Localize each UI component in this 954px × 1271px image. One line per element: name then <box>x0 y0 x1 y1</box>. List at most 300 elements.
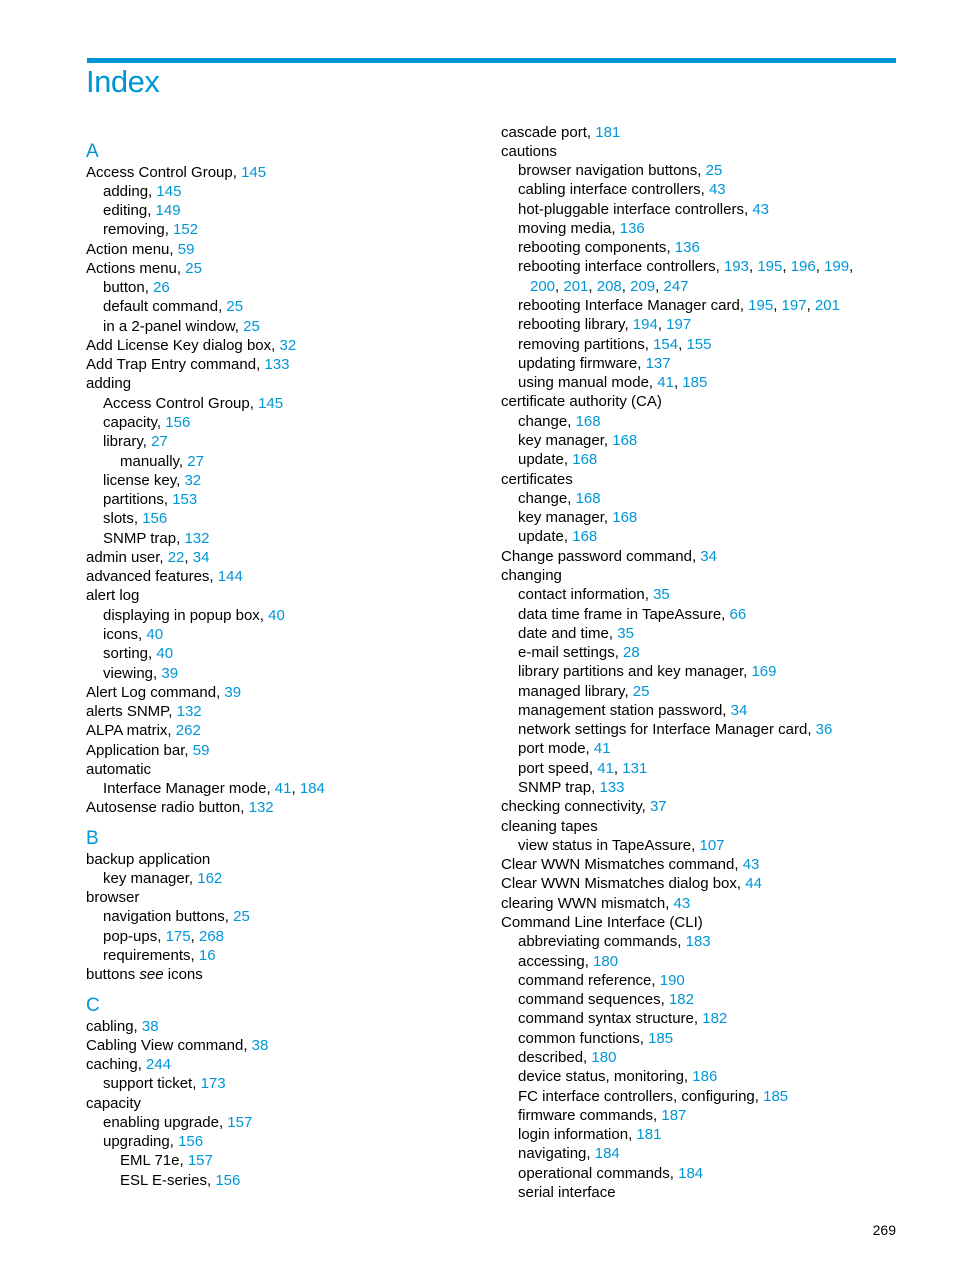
index-entry: Access Control Group, 145 <box>86 163 267 181</box>
entry-term: slots <box>103 510 134 528</box>
entry-term: license key <box>103 471 177 489</box>
page-reference-link[interactable]: 22 <box>167 548 185 566</box>
entry-term: Autosense radio button <box>86 799 241 817</box>
index-entry: Cabling View command, 38 <box>86 1036 269 1054</box>
index-entry: advanced features, 144 <box>86 568 243 586</box>
page-reference-link[interactable]: 40 <box>268 606 285 624</box>
index-subentry: command syntax structure, 182 <box>518 1010 728 1028</box>
entry-term: Add License Key dialog box <box>86 336 272 354</box>
entry-term: Application bar <box>86 741 185 759</box>
entry-term: certificates <box>501 470 573 488</box>
entry-term: accessing <box>518 952 585 970</box>
page-reference-link[interactable]: 43 <box>752 200 769 218</box>
index-subentry: in a 2-panel window, 25 <box>103 317 260 335</box>
index-subentry <box>501 1183 616 1202</box>
page-reference-link[interactable]: 184 <box>594 1145 620 1163</box>
page-reference-link[interactable]: 25 <box>226 298 244 316</box>
index-subentry: using manual mode, 41, 185 <box>518 374 708 392</box>
page-reference-link[interactable]: 41 <box>597 759 614 777</box>
page-reference-link[interactable]: 133 <box>264 356 290 374</box>
index-subentry: adding, 145 <box>103 182 182 200</box>
entry-term: Cabling View command <box>86 1036 244 1054</box>
index-subentry: port speed, 41, 131 <box>518 759 648 777</box>
page-reference-link[interactable]: 197 <box>666 316 692 334</box>
page-reference-link[interactable]: 155 <box>686 335 712 353</box>
index-subentry: navigation buttons, 25 <box>103 908 250 926</box>
index-subentry: default command, 25 <box>103 298 244 316</box>
page-reference-link[interactable]: 25 <box>243 317 260 335</box>
entry-term: alerts SNMP <box>86 703 169 721</box>
index-entry <box>501 817 598 836</box>
entry-term: default command <box>103 298 219 316</box>
index-subentry: login information, 181 <box>518 1126 662 1144</box>
page-reference-link[interactable]: 132 <box>184 529 210 547</box>
index-subentry: change, 168 <box>518 412 601 430</box>
entry-term: change <box>518 412 568 430</box>
page-reference-link[interactable]: 169 <box>751 663 777 681</box>
entry-term: backup application <box>86 850 211 868</box>
entry-term: SNMP trap <box>518 779 592 797</box>
index-subentry: displaying in popup box, 40 <box>103 606 285 624</box>
page-reference-link[interactable]: 37 <box>649 798 667 816</box>
page-reference-link[interactable]: 162 <box>197 869 223 887</box>
page-reference-link[interactable]: 156 <box>215 1171 241 1189</box>
entry-term: navigation buttons <box>103 908 225 926</box>
index-subentry: capacity, 156 <box>103 414 191 431</box>
index-subentry: rebooting library, 194, 197 <box>518 316 692 334</box>
index-entry: Alert Log command, 39 <box>86 683 242 701</box>
page-reference-link[interactable]: 168 <box>572 451 598 469</box>
index-entry: cabling, 38 <box>86 1017 159 1035</box>
entry-term: capacity <box>86 1094 142 1112</box>
index-entry: checking connectivity, 37 <box>501 798 667 816</box>
page-reference-link[interactable]: 66 <box>729 605 747 623</box>
index-subentry: SNMP trap, 132 <box>103 529 210 547</box>
index-subentry: managed library, 25 <box>518 682 650 700</box>
entry-term: Interface Manager mode <box>103 780 267 798</box>
page-reference-link[interactable]: 145 <box>241 163 267 181</box>
entry-term: command syntax structure <box>518 1010 694 1028</box>
index-subentry: SNMP trap, 133 <box>518 779 625 797</box>
entry-term: hot-pluggable interface controllers <box>518 200 744 218</box>
entry-term: Access Control Group <box>103 394 250 412</box>
page-reference-link[interactable]: 41 <box>657 374 674 392</box>
index-subentry: editing, 149 <box>103 202 181 220</box>
page-reference-link[interactable]: 38 <box>141 1017 159 1035</box>
page-reference-link[interactable]: 27 <box>187 452 204 470</box>
index-subentry: data time frame in TapeAssure, 66 <box>518 605 747 623</box>
entry-term: upgrading <box>103 1133 170 1151</box>
page-reference-link[interactable]: 107 <box>699 836 725 854</box>
page-reference-link[interactable]: 182 <box>668 991 694 1009</box>
index-entry <box>501 392 662 411</box>
index-subentry: accessing, 180 <box>518 952 619 970</box>
entry-term: support ticket <box>103 1075 193 1093</box>
index-subentry: command reference, 190 <box>518 971 685 989</box>
page-reference-link[interactable]: 194 <box>632 316 658 334</box>
index-entry: admin user, 22, 34 <box>86 548 210 566</box>
entry-term: manually <box>120 452 179 470</box>
page-reference-link[interactable]: 43 <box>708 181 726 199</box>
page-reference-link[interactable]: 133 <box>599 779 625 797</box>
page-reference-link[interactable]: 184 <box>299 780 325 798</box>
page-reference-link[interactable]: 184 <box>678 1164 704 1182</box>
page-reference-link[interactable]: 182 <box>702 1010 728 1028</box>
index-subentry: manually, 27 <box>120 452 204 470</box>
page-reference-link[interactable]: 59 <box>192 741 210 759</box>
index-subentry: removing, 152 <box>103 221 199 239</box>
page-reference-link[interactable]: 136 <box>674 239 700 257</box>
entry-term: moving media <box>518 219 612 237</box>
index-entry <box>501 142 557 161</box>
index-subentry: enabling upgrade, 157 <box>103 1113 253 1131</box>
page-reference-link[interactable]: 32 <box>184 471 202 489</box>
entry-term: EML 71e <box>120 1152 180 1170</box>
page-reference-link[interactable]: 209 <box>630 277 656 295</box>
entry-term: key manager <box>518 509 604 527</box>
index-subentry: port mode, 41 <box>518 740 611 758</box>
page-reference-link[interactable]: 39 <box>224 683 242 701</box>
page-reference-link[interactable]: 181 <box>595 123 621 141</box>
index-subentry: partitions, 153 <box>103 491 198 509</box>
index-entry: clearing WWN mismatch, 43 <box>501 894 691 912</box>
page-reference-link[interactable]: 145 <box>156 182 182 200</box>
index-entry: Application bar, 59 <box>86 741 210 759</box>
entry-term: using manual mode <box>518 374 649 392</box>
entry-term: command sequences <box>518 991 661 1009</box>
page-reference-link[interactable]: 32 <box>279 336 297 354</box>
page-reference-link[interactable]: 27 <box>151 433 168 451</box>
page-reference-link[interactable]: 131 <box>622 759 648 777</box>
page-reference-link[interactable]: 34 <box>730 701 748 719</box>
index-subentry: key manager, 168 <box>518 431 638 449</box>
index-entry <box>86 888 139 907</box>
page-reference-link[interactable]: 16 <box>198 947 216 965</box>
page-reference-link[interactable]: 43 <box>673 894 691 912</box>
page-reference-link[interactable]: 25 <box>185 259 202 277</box>
entry-term: e-mail settings <box>518 644 615 662</box>
entry-term: command reference <box>518 971 652 989</box>
index-subentry: button, 26 <box>103 279 170 297</box>
index-subentry: updating firmware, 137 <box>518 354 671 372</box>
entry-term: library <box>103 433 143 451</box>
index-subentry: change, 168 <box>518 489 601 507</box>
entry-term: clearing WWN mismatch <box>501 894 666 912</box>
entry-term: common functions <box>518 1029 640 1047</box>
page-reference-link[interactable]: 190 <box>659 971 685 989</box>
index-entry <box>501 470 573 489</box>
entry-term: alert log <box>86 587 140 605</box>
entry-term: firmware commands <box>518 1106 654 1124</box>
page-reference-link[interactable]: 187 <box>661 1106 687 1124</box>
entry-term: key manager <box>518 431 604 449</box>
entry-term: change <box>518 489 568 507</box>
page-reference-link[interactable]: 35 <box>653 586 670 604</box>
index-entry: Add Trap Entry command, 133 <box>86 356 290 374</box>
page-reference-link[interactable]: 156 <box>142 510 168 528</box>
index-subentry: operational commands, 184 <box>518 1164 704 1182</box>
entry-term: rebooting interface controllers <box>518 258 716 276</box>
index-subentry: removing partitions, 154, 155 <box>518 335 712 353</box>
entry-term: cabling <box>86 1017 134 1035</box>
index-subentry: ESL E-series, 156 <box>120 1171 241 1189</box>
page-reference-link[interactable]: 34 <box>192 548 210 566</box>
index-subentry: requirements, 16 <box>103 947 216 965</box>
entry-term: serial interface <box>518 1183 616 1201</box>
page-reference-link[interactable]: 149 <box>155 202 181 220</box>
index-subentry: described, 180 <box>518 1048 617 1066</box>
see-target: icons <box>167 966 203 984</box>
page-reference-link[interactable]: 168 <box>612 509 638 527</box>
entry-term: cleaning tapes <box>501 817 598 835</box>
page-reference-link[interactable]: 195 <box>757 258 783 276</box>
page-reference-link[interactable]: 168 <box>612 431 638 449</box>
index-subentry: library partitions and key manager, 169 <box>518 663 777 681</box>
page-reference-link[interactable]: 262 <box>175 722 201 740</box>
index-subentry: update, 168 <box>518 451 598 469</box>
index-entry: cascade port, 181 <box>501 123 621 141</box>
entry-term: date and time <box>518 624 609 642</box>
entry-term: changing <box>501 566 562 584</box>
index-letter-heading: B <box>86 827 99 849</box>
index-subentry: sorting, 40 <box>103 645 174 663</box>
index-subentry: date and time, 35 <box>518 624 634 642</box>
index-subentry: hot-pluggable interface controllers, 43 <box>518 200 769 218</box>
entry-term: cautions <box>501 142 557 160</box>
page-reference-link[interactable]: 185 <box>763 1087 789 1105</box>
entry-term: editing <box>103 202 148 220</box>
entry-term: data time frame in TapeAssure <box>518 605 722 623</box>
page-reference-link[interactable]: 34 <box>700 547 717 565</box>
index-subentry: device status, monitoring, 186 <box>518 1068 718 1086</box>
page-reference-link[interactable]: 132 <box>248 799 274 817</box>
page-reference-link[interactable]: 185 <box>648 1029 674 1047</box>
entry-term: Alert Log command <box>86 683 217 701</box>
entry-term: buttons <box>86 966 136 984</box>
page-reference-link[interactable]: 196 <box>790 258 816 276</box>
entry-term: ESL E-series <box>120 1171 207 1189</box>
entry-term: library partitions and key manager <box>518 663 744 681</box>
index-subentry: view status in TapeAssure, 107 <box>518 836 725 854</box>
index-subentry: cabling interface controllers, 43 <box>518 181 726 199</box>
page-reference-link[interactable]: 195 <box>748 297 774 315</box>
entry-term: Add Trap Entry command <box>86 356 257 374</box>
entry-term: in a 2-panel window <box>103 317 235 335</box>
entry-term: rebooting components <box>518 239 667 257</box>
entry-term: automatic <box>86 760 152 778</box>
entry-term: Clear WWN Mismatches command <box>501 856 735 874</box>
page-reference-link[interactable]: 153 <box>172 491 198 509</box>
index-subentry: rebooting Interface Manager card, 195, 197, 201 <box>518 297 840 315</box>
index-entry: Clear WWN Mismatches command, 43 <box>501 856 760 874</box>
page-reference-link[interactable]: 25 <box>233 908 250 926</box>
entry-term: enabling upgrade <box>103 1113 219 1131</box>
index-letter-heading: C <box>86 994 100 1016</box>
page-reference-link[interactable]: 59 <box>177 240 195 258</box>
page-reference-link[interactable]: 173 <box>200 1075 226 1093</box>
entry-term: Command Line Interface (CLI) <box>501 913 703 931</box>
index-entry <box>86 965 203 984</box>
page-reference-link[interactable]: 41 <box>593 740 611 758</box>
page-reference-link[interactable]: 132 <box>176 703 202 721</box>
page-reference-link[interactable]: 44 <box>745 875 762 893</box>
page-reference-link[interactable]: 40 <box>156 645 174 663</box>
page-reference-link[interactable]: 156 <box>165 414 191 431</box>
page-reference-link[interactable]: 186 <box>692 1068 718 1086</box>
entry-term: button <box>103 279 145 297</box>
page-reference-link[interactable]: 25 <box>705 162 723 180</box>
entry-term: port mode <box>518 740 586 758</box>
index-entry <box>86 1094 141 1113</box>
index-entry: caching, 244 <box>86 1056 172 1074</box>
page-reference-link[interactable]: 208 <box>596 277 622 295</box>
entry-term: Action menu <box>86 240 170 258</box>
entry-term: managed library <box>518 682 625 700</box>
entry-term: advanced features <box>86 568 210 586</box>
page-reference-link[interactable]: 185 <box>682 374 708 392</box>
entry-term: ALPA matrix <box>86 722 168 740</box>
page-reference-link[interactable]: 168 <box>575 412 601 430</box>
index-subentry: key manager, 168 <box>518 509 638 527</box>
page-reference-link[interactable]: 152 <box>173 221 199 239</box>
entry-term: management station password <box>518 701 723 719</box>
entry-term: rebooting Interface Manager card <box>518 297 740 315</box>
page-reference-link[interactable]: 26 <box>153 279 170 297</box>
page-reference-link[interactable]: 244 <box>146 1056 172 1074</box>
index-subentry: rebooting interface controllers, 193, 195, 196, 199, <box>518 258 854 276</box>
entry-term: described <box>518 1048 584 1066</box>
index-subentry: support ticket, 173 <box>103 1075 226 1093</box>
page-reference-link[interactable]: 38 <box>251 1036 269 1054</box>
index-subentry: pop-ups, 175, 268 <box>103 927 224 945</box>
page-reference-link[interactable]: 35 <box>617 624 634 642</box>
index-entry: alerts SNMP, 132 <box>86 703 202 721</box>
entry-term: viewing <box>103 664 154 682</box>
index-subentry: moving media, 136 <box>518 219 645 237</box>
entry-term: SNMP trap <box>103 529 177 547</box>
index-subentry: firmware commands, 187 <box>518 1106 687 1124</box>
index-entry-continuation: 200, 201, 208, 209, 247 <box>530 277 689 295</box>
page-reference-link[interactable]: 41 <box>274 780 292 798</box>
index-entry <box>86 586 139 605</box>
page-reference-link[interactable]: 268 <box>198 927 224 945</box>
page-reference-link[interactable]: 180 <box>593 952 619 970</box>
index-subentry: slots, 156 <box>103 510 168 528</box>
see-reference: see <box>139 966 164 984</box>
page-reference-link[interactable]: 157 <box>227 1113 253 1131</box>
page-reference-link[interactable]: 183 <box>685 933 711 951</box>
index-entry: Autosense radio button, 132 <box>86 799 274 817</box>
index-entry <box>86 850 210 869</box>
page-reference-link[interactable]: 25 <box>632 682 650 700</box>
page-reference-link[interactable]: 181 <box>636 1126 662 1144</box>
page-reference-link[interactable]: 201 <box>563 277 589 295</box>
page-reference-link[interactable]: 144 <box>217 568 243 586</box>
entry-term: browser <box>86 889 140 907</box>
page-reference-link[interactable]: 145 <box>258 394 284 412</box>
page-reference-link[interactable]: 168 <box>575 489 601 507</box>
index-subentry: library, 27 <box>103 433 168 451</box>
page-reference-link[interactable]: 39 <box>161 664 179 682</box>
page-reference-link[interactable]: 199 <box>824 258 850 276</box>
index-subentry: contact information, 35 <box>518 586 670 604</box>
page-reference-link[interactable]: 201 <box>814 297 840 315</box>
entry-term: adding <box>86 375 132 393</box>
entry-term: contact information <box>518 586 645 604</box>
page-reference-link[interactable]: 180 <box>591 1048 617 1066</box>
index-subentry: update, 168 <box>518 528 598 546</box>
entry-term: operational commands <box>518 1164 670 1182</box>
entry-term: view status in TapeAssure <box>518 836 692 854</box>
entry-term: browser navigation buttons <box>518 162 698 180</box>
entry-term: device status, monitoring <box>518 1068 684 1086</box>
entry-term: abbreviating commands <box>518 933 678 951</box>
page-reference-link[interactable]: 200 <box>530 277 556 295</box>
index-entry: Add License Key dialog box, 32 <box>86 336 297 354</box>
entry-term: key manager <box>103 869 189 887</box>
page-reference-link[interactable]: 157 <box>187 1152 213 1170</box>
entry-term: capacity <box>103 414 157 431</box>
index-subentry: command sequences, 182 <box>518 991 694 1009</box>
entry-term: caching <box>86 1056 138 1074</box>
entry-term: Clear WWN Mismatches dialog box <box>501 875 737 893</box>
entry-term: navigating <box>518 1145 587 1163</box>
page-number: 269 <box>872 1222 896 1238</box>
index-subentry: common functions, 185 <box>518 1029 674 1047</box>
index-subentry: navigating, 184 <box>518 1145 620 1163</box>
page-title: Index <box>86 64 160 99</box>
page-reference-link[interactable]: 137 <box>645 354 671 372</box>
page-reference-link[interactable]: 247 <box>663 277 689 295</box>
page-reference-link[interactable]: 193 <box>723 258 749 276</box>
page-reference-link[interactable]: 168 <box>572 528 598 546</box>
index-letter-heading: A <box>86 140 99 162</box>
page-reference-link[interactable]: 197 <box>781 297 807 315</box>
entry-term: update <box>518 451 564 469</box>
index-subentry: EML 71e, 157 <box>120 1152 213 1170</box>
entry-term: Actions menu <box>86 259 177 277</box>
index-subentry: key manager, 162 <box>103 869 223 887</box>
page-reference-link[interactable]: 136 <box>619 219 645 237</box>
entry-term: Change password command <box>501 547 692 565</box>
page-reference-link[interactable]: 28 <box>623 644 640 662</box>
page-reference-link[interactable]: 175 <box>165 927 191 945</box>
index-entry <box>501 566 562 585</box>
entry-term: port speed <box>518 759 589 777</box>
index-entry: Action menu, 59 <box>86 240 195 258</box>
entry-term: rebooting library <box>518 316 625 334</box>
index-entry <box>86 760 151 779</box>
index-entry: Clear WWN Mismatches dialog box, 44 <box>501 875 762 893</box>
entry-term: icons <box>103 625 139 643</box>
index-subentry: upgrading, 156 <box>103 1133 204 1151</box>
page-reference-link[interactable]: 154 <box>653 335 679 353</box>
index-subentry: viewing, 39 <box>103 664 179 682</box>
page-reference-link[interactable]: 156 <box>178 1133 204 1151</box>
entry-term: updating firmware <box>518 354 638 372</box>
entry-term: sorting <box>103 645 149 663</box>
page-reference-link[interactable]: 36 <box>815 721 833 739</box>
entry-term: checking connectivity <box>501 798 642 816</box>
entry-term: removing <box>103 221 165 239</box>
index-subentry: Interface Manager mode, 41, 184 <box>103 780 325 798</box>
page-reference-link[interactable]: 40 <box>146 625 164 643</box>
index-subentry: browser navigation buttons, 25 <box>518 162 723 180</box>
entry-term: pop-ups <box>103 927 158 945</box>
index-subentry: management station password, 34 <box>518 701 748 719</box>
index-subentry: rebooting components, 136 <box>518 239 700 257</box>
page-reference-link[interactable]: 43 <box>742 856 760 874</box>
